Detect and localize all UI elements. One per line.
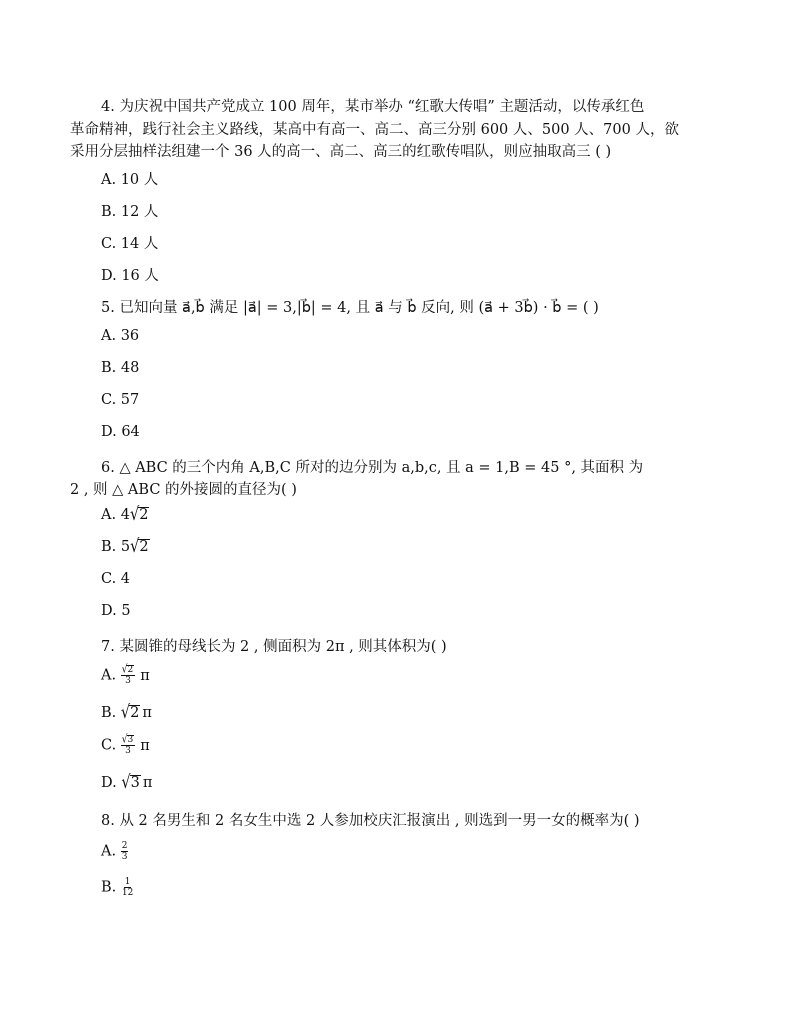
q7-option-d: D. √3 π bbox=[101, 773, 153, 793]
q6-option-a: A. 4√2 bbox=[101, 505, 149, 525]
sqrt-symbol: √2 bbox=[120, 703, 140, 723]
q4-stem-line-3: 采用分层抽样法组建一个 36 人的高一、高二、高三的红歌传唱队，则应抽取高三 ( ) bbox=[70, 144, 612, 160]
q5-stem: 5. 已知向量 a⃗,b⃗ 满足 |a⃗| = 3,|b⃗| = 4, 且 a⃗ 与 b⃗ 反向, 则 (a⃗ + 3b⃗) · b⃗ = ( ) bbox=[101, 300, 599, 316]
q6-option-b: B. 5√2 bbox=[101, 537, 149, 557]
q4-option-c: C. 14 人 bbox=[101, 236, 159, 252]
q7-option-c: C. $\frac{√3}{3}$ π bbox=[101, 733, 150, 756]
fraction: $\frac{√3}{3}$ bbox=[121, 733, 134, 756]
sqrt-symbol: √3 bbox=[121, 773, 140, 793]
q7-option-b: B. √2 π bbox=[101, 703, 152, 723]
q6-stem-line-1: 6. △ ABC 的三个内角 A,B,C 所对的边分别为 a,b,c, 且 a = 1,B = 45 °, 其面积 为 bbox=[101, 460, 644, 476]
q5-option-c: C. 57 bbox=[101, 392, 140, 408]
fraction: $\frac{2}{3}$ bbox=[121, 841, 128, 862]
q5-option-a: A. 36 bbox=[101, 328, 140, 344]
q8-stem: 8. 从 2 名男生和 2 名女生中选 2 人参加校庆汇报演出 , 则选到一男一女的概率为( ) bbox=[101, 813, 640, 829]
q6-option-c: C. 4 bbox=[101, 571, 131, 587]
q8-option-b: B. $\frac{1}{12}$ bbox=[101, 877, 134, 898]
q4-option-d: D. 16 人 bbox=[101, 268, 159, 284]
q4-stem-line-1: 4. 为庆祝中国共产党成立 100 周年，某市举办 “红歌大传唱” 主题活动，以传承红色 bbox=[101, 99, 645, 115]
q6-option-d: D. 5 bbox=[101, 603, 131, 619]
fraction: $\frac{1}{12}$ bbox=[121, 877, 134, 898]
q7-stem: 7. 某圆锥的母线长为 2 , 侧面积为 2π , 则其体积为( ) bbox=[101, 639, 447, 655]
sqrt-symbol: √2 bbox=[130, 537, 149, 557]
q7-option-a: A. $\frac{√2}{3}$ π bbox=[101, 663, 150, 686]
fraction: $\frac{√2}{3}$ bbox=[121, 663, 134, 686]
q4-option-b: B. 12 人 bbox=[101, 204, 159, 220]
q4-option-a: A. 10 人 bbox=[101, 172, 159, 188]
q8-option-a: A. $\frac{2}{3}$ bbox=[101, 841, 128, 862]
sqrt-symbol: √2 bbox=[129, 505, 149, 525]
q5-option-d: D. 64 bbox=[101, 424, 140, 440]
q4-stem-line-2: 革命精神，践行社会主义路线，某高中有高一、高二、高三分别 600 人、500 人、700 人，欲 bbox=[70, 122, 679, 138]
q6-stem-line-2: 2 , 则 △ ABC 的外接圆的直径为( ) bbox=[70, 482, 297, 498]
q5-option-b: B. 48 bbox=[101, 360, 140, 376]
